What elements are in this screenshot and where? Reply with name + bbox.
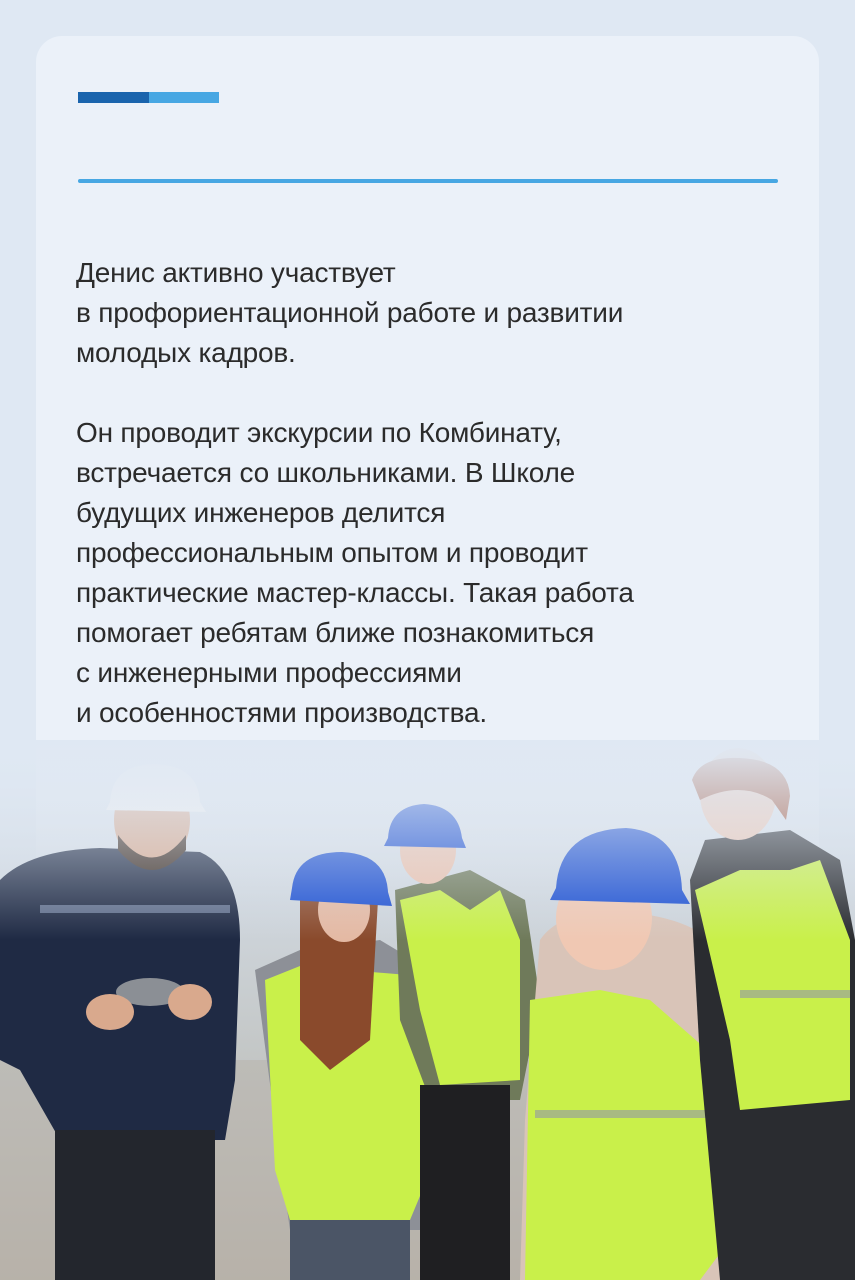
group-photo <box>0 740 855 1280</box>
photo-fade <box>0 740 855 940</box>
paragraph-intro: Денис активно участвует в профориентационной работе и развитии молодых кадров. <box>76 257 624 368</box>
accent-bar-light <box>149 92 219 103</box>
accent-bar-dark <box>78 92 149 103</box>
paragraph-details: Он проводит экскурсии по Комбинату, встречается со школьниками. В Школе будущих инженеров делится профессиональным опытом и проводит практические мастер-классы. Такая работа помогает ребятам ближе познакомиться с инженерными профессиями и особенностями производства. <box>76 417 634 728</box>
body-text <box>76 253 776 733</box>
divider-line <box>78 179 778 183</box>
